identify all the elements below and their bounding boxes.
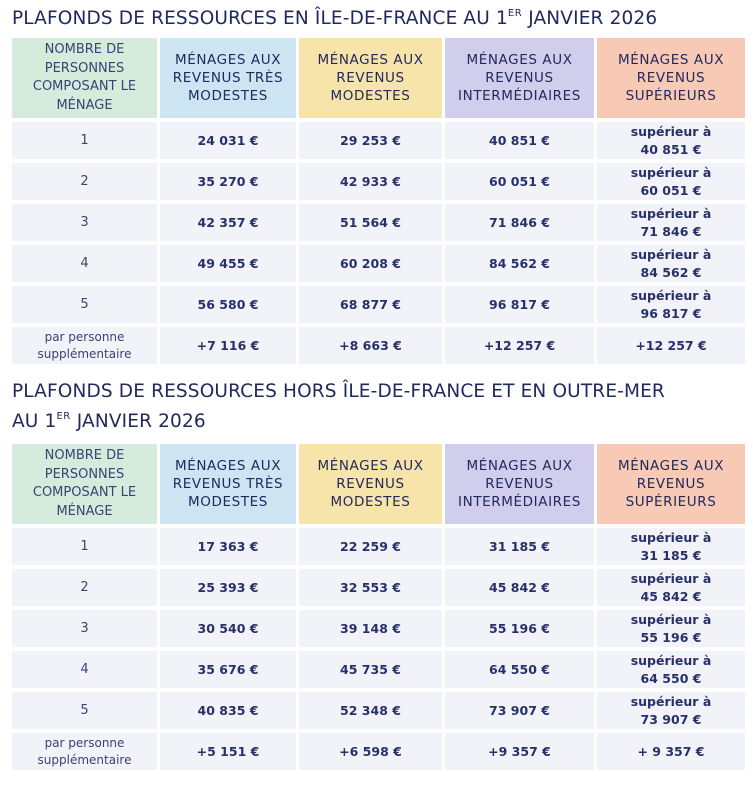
tres-modestes-cell: 56 580 € xyxy=(160,286,296,323)
header-tres-modestes: MÉNAGES AUX REVENUS TRÈS MODESTES xyxy=(160,444,296,524)
intermediaires-cell: 45 842 € xyxy=(445,569,594,606)
header-superieurs: MÉNAGES AUX REVENUS SUPÉRIEURS xyxy=(597,38,745,118)
superieurs-cell: supérieur à 96 817 € xyxy=(597,286,745,323)
table-row xyxy=(12,245,745,282)
tres-modestes-cell: 17 363 € xyxy=(160,528,296,565)
persons-cell: 2 xyxy=(12,569,157,606)
hors-idf-table xyxy=(9,440,748,774)
table-row xyxy=(12,610,745,647)
persons-cell: 2 xyxy=(12,163,157,200)
modestes-cell: 51 564 € xyxy=(299,204,442,241)
persons-cell: 3 xyxy=(12,204,157,241)
table-row-extra-person xyxy=(12,327,745,364)
table-row-extra-person xyxy=(12,733,745,770)
persons-cell: 4 xyxy=(12,245,157,282)
tres-modestes-cell: 42 357 € xyxy=(160,204,296,241)
modestes-cell: 52 348 € xyxy=(299,692,442,729)
header-row xyxy=(12,444,745,524)
hors-idf-title: PLAFONDS DE RESSOURCES HORS ÎLE-DE-FRANCE ET EN OUTRE-MER AU 1ER JANVIER 2026 xyxy=(12,381,665,432)
persons-cell: 1 xyxy=(12,122,157,159)
table-row xyxy=(12,692,745,729)
intermediaires-cell: 73 907 € xyxy=(445,692,594,729)
modestes-cell: +6 598 € xyxy=(299,733,442,770)
header-row xyxy=(12,38,745,118)
intermediaires-cell: 31 185 € xyxy=(445,528,594,565)
idf-table xyxy=(9,34,748,368)
intermediaires-cell: 96 817 € xyxy=(445,286,594,323)
superieurs-cell: supérieur à 55 196 € xyxy=(597,610,745,647)
table-row xyxy=(12,528,745,565)
intermediaires-cell: 84 562 € xyxy=(445,245,594,282)
header-persons: NOMBRE DE PERSONNES COMPOSANT LE MÉNAGE xyxy=(12,38,157,118)
superieurs-cell: + 9 357 € xyxy=(597,733,745,770)
table-row xyxy=(12,163,745,200)
superieurs-cell: supérieur à 84 562 € xyxy=(597,245,745,282)
modestes-cell: 42 933 € xyxy=(299,163,442,200)
persons-cell: 4 xyxy=(12,651,157,688)
modestes-cell: 29 253 € xyxy=(299,122,442,159)
modestes-cell: 32 553 € xyxy=(299,569,442,606)
table-row xyxy=(12,569,745,606)
tres-modestes-cell: 24 031 € xyxy=(160,122,296,159)
modestes-cell: 60 208 € xyxy=(299,245,442,282)
persons-cell: 3 xyxy=(12,610,157,647)
tres-modestes-cell: +7 116 € xyxy=(160,327,296,364)
superieurs-cell: supérieur à 60 051 € xyxy=(597,163,745,200)
tres-modestes-cell: 35 270 € xyxy=(160,163,296,200)
persons-cell: par personne supplémentaire xyxy=(12,733,157,770)
tres-modestes-cell: 40 835 € xyxy=(160,692,296,729)
tres-modestes-cell: 35 676 € xyxy=(160,651,296,688)
superieurs-cell: supérieur à 31 185 € xyxy=(597,528,745,565)
superieurs-cell: supérieur à 64 550 € xyxy=(597,651,745,688)
header-superieurs: MÉNAGES AUX REVENUS SUPÉRIEURS xyxy=(597,444,745,524)
persons-cell: 5 xyxy=(12,692,157,729)
persons-cell: 5 xyxy=(12,286,157,323)
modestes-cell: 45 735 € xyxy=(299,651,442,688)
intermediaires-cell: 40 851 € xyxy=(445,122,594,159)
header-tres-modestes: MÉNAGES AUX REVENUS TRÈS MODESTES xyxy=(160,38,296,118)
table-row xyxy=(12,204,745,241)
header-intermediaires: MÉNAGES AUX REVENUS INTERMÉDIAIRES xyxy=(445,444,594,524)
intermediaires-cell: +12 257 € xyxy=(445,327,594,364)
header-intermediaires: MÉNAGES AUX REVENUS INTERMÉDIAIRES xyxy=(445,38,594,118)
header-modestes: MÉNAGES AUX REVENUS MODESTES xyxy=(299,444,442,524)
modestes-cell: 39 148 € xyxy=(299,610,442,647)
tres-modestes-cell: 25 393 € xyxy=(160,569,296,606)
superieurs-cell: supérieur à 40 851 € xyxy=(597,122,745,159)
header-modestes: MÉNAGES AUX REVENUS MODESTES xyxy=(299,38,442,118)
modestes-cell: +8 663 € xyxy=(299,327,442,364)
tres-modestes-cell: 30 540 € xyxy=(160,610,296,647)
tres-modestes-cell: 49 455 € xyxy=(160,245,296,282)
tres-modestes-cell: +5 151 € xyxy=(160,733,296,770)
table-row xyxy=(12,286,745,323)
idf-title: PLAFONDS DE RESSOURCES EN ÎLE-DE-FRANCE AU 1ER JANVIER 2026 xyxy=(12,8,658,29)
superieurs-cell: supérieur à 45 842 € xyxy=(597,569,745,606)
intermediaires-cell: 55 196 € xyxy=(445,610,594,647)
superieurs-cell: +12 257 € xyxy=(597,327,745,364)
persons-cell: par personne supplémentaire xyxy=(12,327,157,364)
modestes-cell: 22 259 € xyxy=(299,528,442,565)
intermediaires-cell: +9 357 € xyxy=(445,733,594,770)
superieurs-cell: supérieur à 73 907 € xyxy=(597,692,745,729)
intermediaires-cell: 64 550 € xyxy=(445,651,594,688)
intermediaires-cell: 71 846 € xyxy=(445,204,594,241)
persons-cell: 1 xyxy=(12,528,157,565)
table-row xyxy=(12,122,745,159)
header-persons: NOMBRE DE PERSONNES COMPOSANT LE MÉNAGE xyxy=(12,444,157,524)
intermediaires-cell: 60 051 € xyxy=(445,163,594,200)
superieurs-cell: supérieur à 71 846 € xyxy=(597,204,745,241)
table-row xyxy=(12,651,745,688)
modestes-cell: 68 877 € xyxy=(299,286,442,323)
